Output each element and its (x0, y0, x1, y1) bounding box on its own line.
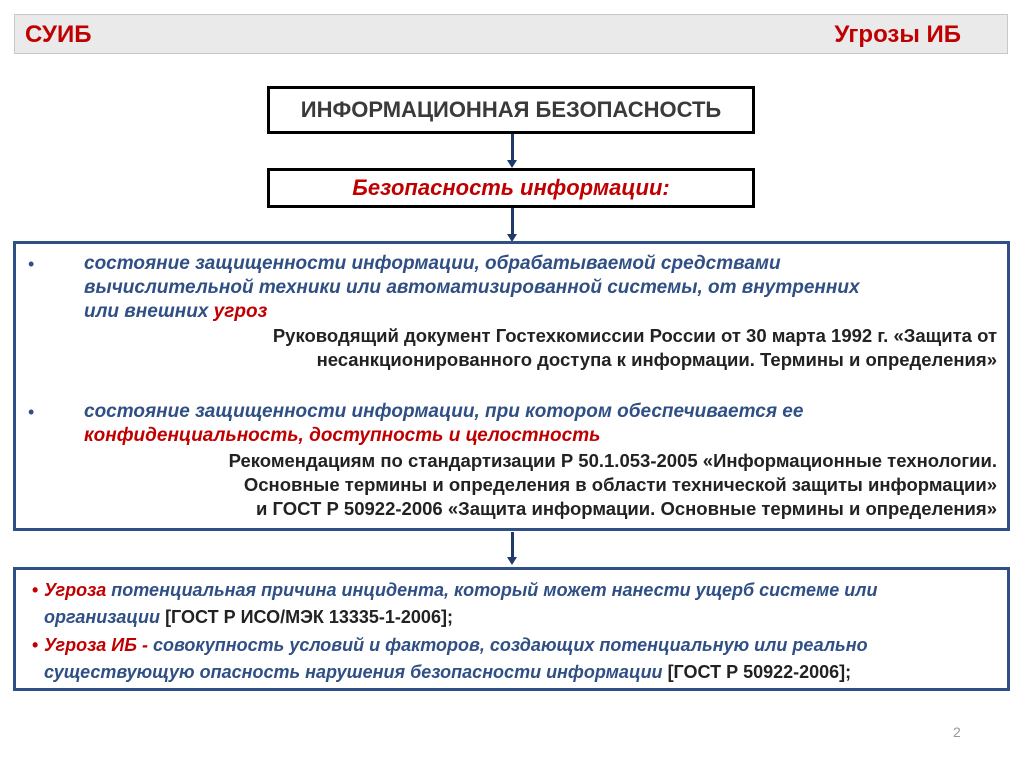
info-security-box: ИНФОРМАЦИОННАЯ БЕЗОПАСНОСТЬ (267, 86, 755, 134)
threat-is-reference: [ГОСТ Р 50922-2006]; (667, 662, 852, 682)
bullet-icon: • (28, 402, 35, 422)
info-safety-box: Безопасность информации: (267, 168, 755, 208)
bullet-icon: • (28, 254, 35, 274)
down-arrow-icon (511, 532, 514, 558)
bullet-icon: • (32, 580, 39, 600)
header-right-title: Угрозы ИБ (834, 21, 961, 48)
reference-1-line-1: Руководящий документ Гостехкомиссии России от 30 марта 1992 г. «Защита от (272, 325, 997, 346)
down-arrow-icon (511, 208, 514, 235)
reference-2 (229, 449, 997, 521)
threats-box (13, 567, 1010, 691)
threat-is-term: Угроза ИБ - (44, 635, 148, 655)
page-number: 2 (953, 724, 961, 740)
definition-1-line-2: вычислительной техники или автоматизированной системы, от внутренних (84, 277, 860, 298)
reference-1-line-2: несанкционированного доступа к информации. Термины и определения» (316, 349, 997, 370)
reference-2-line-3: и ГОСТ Р 50922-2006 «Защита информации. Основные термины и определения» (255, 498, 997, 519)
threat-reference: [ГОСТ Р ИСО/МЭК 13335-1-2006]; (165, 607, 453, 627)
threat-text: потенциальная причина инцидента, который может нанести ущерб системе или организации (44, 580, 878, 627)
threat-is-text: совокупность условий и факторов, создающих потенциальную или реально существующую опасность нарушения безопасности информации (44, 635, 868, 682)
threat-definition-1 (32, 577, 992, 631)
bullet-icon: • (32, 635, 39, 655)
reference-1 (273, 324, 997, 372)
definition-2-line-2: конфиденциальность, доступность и целостность (84, 425, 601, 446)
down-arrow-icon (511, 134, 514, 161)
threat-term: Угроза (44, 580, 107, 600)
header-left-title: СУИБ (25, 21, 92, 48)
definition-1-text: или внешних (84, 301, 214, 322)
definitions-box (13, 241, 1010, 531)
threat-definition-2 (32, 632, 992, 686)
threats-term: угроз (213, 301, 268, 322)
definition-2-line-1: состояние защищенности информации, при котором обеспечивается ее (84, 401, 804, 422)
definition-1 (84, 252, 860, 324)
reference-2-line-1: Рекомендациям по стандартизации Р 50.1.053-2005 «Информационные технологии. (228, 450, 997, 471)
definition-2 (84, 400, 803, 448)
reference-2-line-2: Основные термины и определения в области технической защиты информации» (243, 474, 997, 495)
definition-1-line-3 (84, 300, 860, 324)
slide-header (14, 14, 1008, 54)
definition-1-line-1: состояние защищенности информации, обрабатываемой средствами (84, 253, 781, 274)
